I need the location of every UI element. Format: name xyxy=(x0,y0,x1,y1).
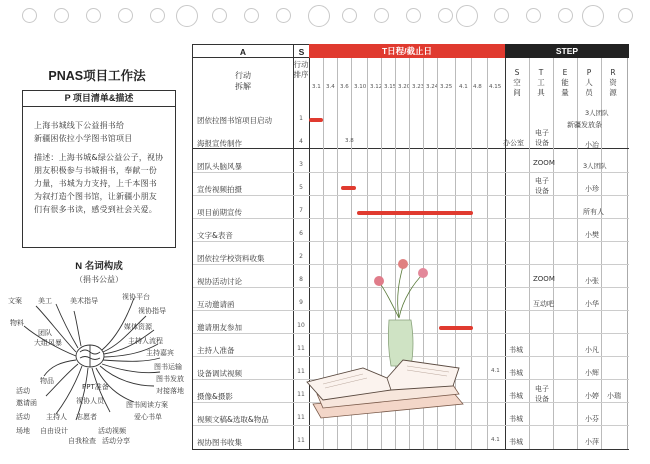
priority-number: 11 xyxy=(297,368,305,375)
hole xyxy=(494,8,509,23)
row-line xyxy=(193,172,629,173)
col-t-header: T日程/截止日 xyxy=(309,44,505,58)
noun-word: 视协指导 xyxy=(138,307,166,315)
date-tick: 4.8 xyxy=(473,84,482,90)
step-s-cell: 书城 xyxy=(509,346,523,354)
noun-word: 场地 xyxy=(16,427,30,435)
priority-number: 11 xyxy=(297,437,305,444)
step-t-cell: 电子 设备 xyxy=(535,385,549,403)
noun-section-subtitle: （捐书公益） xyxy=(75,275,123,284)
hole xyxy=(618,8,633,23)
gantt-bar xyxy=(309,118,323,122)
task-label: 邀请朋友参加 xyxy=(197,323,242,332)
priority-number: 11 xyxy=(297,391,305,398)
step-s-cell: 书城 xyxy=(509,438,523,446)
col-s-header: S xyxy=(293,44,309,58)
step-p-cell: 小珍 xyxy=(585,185,599,193)
noun-word: 视协平台 xyxy=(122,293,150,301)
date-note: 4.1 xyxy=(491,437,500,443)
task-label: 项目前期宣传 xyxy=(197,208,242,217)
noun-word: 美术指导 xyxy=(70,297,98,305)
step-p-cell: 3人团队 xyxy=(583,162,607,170)
date-tick: 3.6 xyxy=(340,84,349,90)
step-t-cell: 电子 设备 xyxy=(535,129,549,147)
noun-word: 对接落地 xyxy=(156,387,184,395)
task-label: 宣传视频拍摄 xyxy=(197,185,242,194)
hole xyxy=(558,8,573,23)
grid-line xyxy=(577,58,578,450)
hole xyxy=(22,8,37,23)
grid-line xyxy=(293,44,294,450)
hole xyxy=(86,8,101,23)
step-p-cell: 小婷 xyxy=(585,392,599,400)
noun-word: 主持人流程 xyxy=(128,337,163,345)
priority-number: 8 xyxy=(299,276,303,283)
date-tick: 3.25 xyxy=(440,84,453,90)
noun-word: 团队 xyxy=(38,329,52,337)
noun-word: 美工 xyxy=(38,297,52,305)
noun-word: 自我检查 xyxy=(68,437,96,445)
noun-word: 活动 xyxy=(16,413,30,421)
step-header-p: P人员 xyxy=(585,68,593,97)
grid-line xyxy=(505,58,506,450)
task-label: 摄像&摄影 xyxy=(197,392,233,401)
noun-word: 活动 xyxy=(16,387,30,395)
date-tick: 3.15 xyxy=(384,84,397,90)
date-tick: 3.10 xyxy=(354,84,367,90)
priority-number: 1 xyxy=(299,115,303,122)
step-t-cell: 互动吧 xyxy=(533,300,554,308)
date-tick: 3.23 xyxy=(412,84,425,90)
hole xyxy=(176,5,198,27)
step-p-cell: 小凡 xyxy=(585,346,599,354)
priority-number: 9 xyxy=(299,299,303,306)
step-s-cell: 书城 xyxy=(509,415,523,423)
schedule-table xyxy=(192,44,628,450)
step-t-cell: ZOOM xyxy=(533,159,555,167)
task-label: 视频文稿&选取&物品 xyxy=(197,415,269,424)
task-label: 视协图书收集 xyxy=(197,438,242,447)
hole xyxy=(342,8,357,23)
hole xyxy=(308,5,330,27)
task-col-label: 行动 拆解 xyxy=(235,71,251,91)
noun-word: 主持嘉宾 xyxy=(146,349,174,357)
noun-word: 活动视频 xyxy=(98,427,126,435)
noun-word: 邀请函 xyxy=(16,399,37,407)
project-line: 上海书城线下公益捐书给 xyxy=(34,121,125,130)
hole xyxy=(212,8,227,23)
row-line xyxy=(193,241,629,242)
date-tick: 3.24 xyxy=(426,84,439,90)
project-list-heading: P 项目清单&描述 xyxy=(23,91,175,107)
priority-number: 10 xyxy=(297,322,305,329)
project-description xyxy=(23,107,175,216)
step-p-cell: 小华 xyxy=(585,300,599,308)
step-p-cell: 所有人 xyxy=(583,208,604,216)
project-list-box xyxy=(22,90,176,248)
step-r-cell: 新疆发放条 xyxy=(567,121,602,129)
row-line xyxy=(193,425,629,426)
row-line xyxy=(193,195,629,196)
grid-line xyxy=(529,58,530,450)
step-header-s: S空间 xyxy=(513,68,521,97)
priority-number: 11 xyxy=(297,345,305,352)
task-label: 设备调试视频 xyxy=(197,369,242,378)
date-tick: 3.20 xyxy=(398,84,411,90)
hole xyxy=(150,8,165,23)
binder-holes xyxy=(0,8,650,34)
mind-map xyxy=(6,286,190,446)
project-desc-text: 描述：上海书城&绿公益公子，视协朋友积极参与书城捐书，奉献一份力量，书城为力支持，上千本图书为叙打造个图书馆，让新疆小朋友们有很多书读，感受到社会关爱。 xyxy=(34,153,164,214)
hole xyxy=(54,8,69,23)
grid-line xyxy=(487,58,488,450)
task-label: 团队头脑风暴 xyxy=(197,162,242,171)
noun-word: 图书阅读方案 xyxy=(126,401,168,409)
step-p-cell: 小辉 xyxy=(585,369,599,377)
task-label: 文字&表音 xyxy=(197,231,233,240)
step-p-cell: 小樊 xyxy=(585,231,599,239)
hole xyxy=(456,5,478,27)
prio-col-label: 行动 排序 xyxy=(293,60,309,79)
noun-word: 自由设计 xyxy=(40,427,68,435)
task-label: 团依拉学校资料收集 xyxy=(197,254,265,263)
step-p-cell: 小冶 xyxy=(585,141,599,149)
task-label: 主持人准备 xyxy=(197,346,235,355)
date-tick: 4.15 xyxy=(489,84,502,90)
noun-word: 主持人 xyxy=(46,413,67,421)
step-r-cell: 小瑞 xyxy=(607,392,621,400)
step-p-cell: 小萍 xyxy=(585,438,599,446)
noun-word: 媒体资源 xyxy=(124,323,152,331)
col-step-header: STEP xyxy=(505,44,629,58)
priority-number: 3 xyxy=(299,161,303,168)
grid-line xyxy=(553,58,554,450)
project-line: 新疆困依拉小学图书馆项目 xyxy=(34,134,133,143)
step-p-cell: 小张 xyxy=(585,277,599,285)
priority-number: 6 xyxy=(299,230,303,237)
priority-number: 7 xyxy=(299,207,303,214)
priority-number: 2 xyxy=(299,253,303,260)
task-label: 海报宣传制作 xyxy=(197,139,242,148)
noun-word: 物品 xyxy=(40,377,54,385)
noun-word: PPT准备 xyxy=(82,383,109,391)
date-tick: 3.4 xyxy=(326,84,335,90)
hole xyxy=(438,8,453,23)
hole xyxy=(526,8,541,23)
noun-section-heading: N 名词构成 xyxy=(75,261,123,272)
date-tick: 4.1 xyxy=(459,84,468,90)
task-label: 视协活动讨论 xyxy=(197,277,242,286)
books-flowers-illustration xyxy=(303,254,473,424)
noun-word: 图书发放 xyxy=(156,375,184,383)
priority-number: 11 xyxy=(297,414,305,421)
step-p-cell: 3人团队 xyxy=(585,109,609,117)
hole xyxy=(118,8,133,23)
step-s-cell: 办公室 xyxy=(503,139,524,147)
noun-word: 物料 xyxy=(10,319,24,327)
step-s-cell: 书城 xyxy=(509,392,523,400)
row-line xyxy=(193,449,629,450)
noun-word: 图书运输 xyxy=(154,363,182,371)
task-label: 互动邀请函 xyxy=(197,300,235,309)
step-p-cell: 小芬 xyxy=(585,415,599,423)
col-a-header: A xyxy=(193,44,293,58)
step-t-cell: ZOOM xyxy=(533,275,555,283)
hole xyxy=(582,5,604,27)
noun-word: 视协人员 xyxy=(76,397,104,405)
task-label: 团依拉图书馆项目启动 xyxy=(197,116,272,125)
priority-number: 4 xyxy=(299,138,303,145)
step-header-t: T工具 xyxy=(537,68,545,97)
noun-word: 文案 xyxy=(8,297,22,305)
step-t-cell: 电子 设备 xyxy=(535,177,549,195)
noun-word: 志愿者 xyxy=(76,413,97,421)
date-tick: 3.1 xyxy=(312,84,321,90)
date-tick: 3.12 xyxy=(370,84,383,90)
step-s-cell: 书城 xyxy=(509,369,523,377)
date-note: 4.1 xyxy=(491,368,500,374)
noun-word: 爱心书单 xyxy=(134,413,162,421)
date-note: 3.8 xyxy=(345,138,354,144)
noun-word: 大组风暴 xyxy=(34,339,62,347)
gantt-bar xyxy=(357,211,473,215)
hole xyxy=(244,8,259,23)
step-header-e: E能量 xyxy=(561,68,569,97)
row-line xyxy=(193,218,629,219)
gantt-bar xyxy=(341,186,356,190)
step-header-r: R资源 xyxy=(609,68,617,97)
page-title: PNAS项目工作法 xyxy=(48,69,146,83)
priority-number: 5 xyxy=(299,184,303,191)
hole xyxy=(276,8,291,23)
noun-word: 活动分享 xyxy=(102,437,130,445)
hole xyxy=(406,8,421,23)
hole xyxy=(374,8,389,23)
